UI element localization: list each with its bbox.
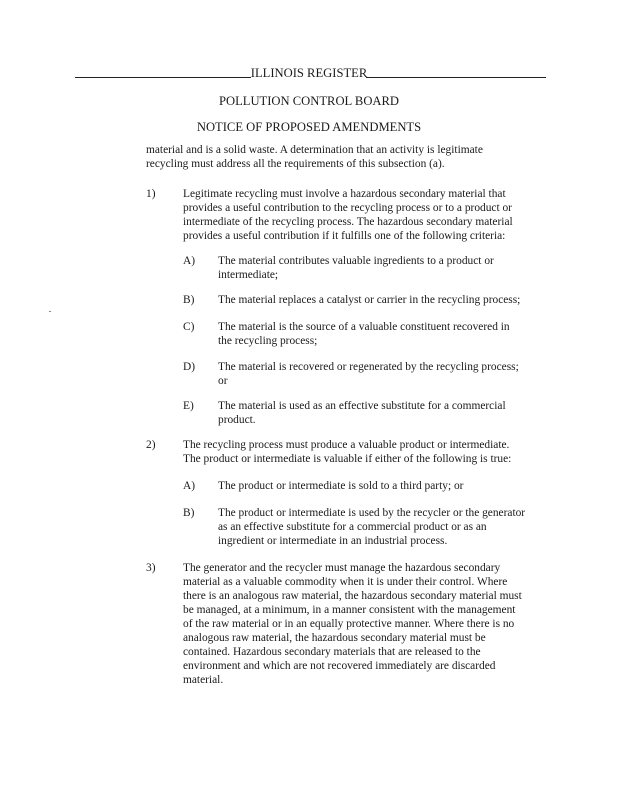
item-line: environment and which are not recovered immediately are discarded — [183, 660, 496, 672]
item-number: 2) — [146, 439, 156, 451]
item-line: The generator and the recycler must manage the hazardous secondary — [183, 562, 501, 574]
intro-line: material and is a solid waste. A determination that an activity is legitimate — [146, 144, 483, 156]
subitem-line: the recycling process; — [218, 335, 318, 347]
intro-paragraph — [146, 143, 483, 171]
item-line: intermediate of the recycling process. The hazardous secondary material — [183, 216, 513, 228]
subitem-letter: C) — [183, 321, 195, 333]
subitem-paragraph — [218, 479, 463, 493]
subitem-paragraph — [218, 254, 494, 282]
register-title: ILLINOIS REGISTER — [250, 66, 368, 80]
item-line: material as a valuable commodity when it is under their control. Where — [183, 576, 508, 588]
item-line: The recycling process must produce a valuable product or intermediate. — [183, 439, 510, 451]
intro-line: recycling must address all the requirements of this subsection (a). — [146, 158, 445, 170]
item-number: 3) — [146, 562, 156, 574]
subitem-letter: B) — [183, 507, 195, 519]
subitem-line: product. — [218, 414, 256, 426]
board-title: POLLUTION CONTROL BOARD — [218, 94, 400, 108]
subitem-letter: D) — [183, 361, 196, 373]
item-line: The product or intermediate is valuable if either of the following is true: — [183, 453, 512, 465]
subitem-paragraph — [218, 293, 520, 307]
notice-title: NOTICE OF PROPOSED AMENDMENTS — [196, 120, 422, 134]
subitem-line: The material is recovered or regenerated by the recycling process; — [218, 361, 519, 373]
item-number: 1) — [146, 188, 156, 200]
subitem-line: The material is the source of a valuable constituent recovered in — [218, 321, 510, 333]
subitem-letter: A) — [183, 255, 196, 267]
subitem-line: The product or intermediate is used by the recycler or the generator — [218, 507, 526, 519]
scan-speck — [49, 311, 51, 312]
item-paragraph — [183, 561, 522, 687]
item-line: provides a useful contribution if it fulfills one of the following criteria: — [183, 230, 506, 242]
item-line: material. — [183, 674, 224, 686]
subitem-line: The product or intermediate is sold to a third party; or — [218, 480, 464, 492]
item-line: there is an analogous raw material, the hazardous secondary material must — [183, 590, 522, 602]
item-line: Legitimate recycling must involve a hazardous secondary material that — [183, 188, 506, 200]
item-paragraph — [183, 438, 511, 466]
subitem-line: intermediate; — [218, 269, 279, 281]
subitem-line: ingredient or intermediate in an industrial process. — [218, 535, 448, 547]
item-line: contained. Hazardous secondary materials that are released to the — [183, 646, 481, 658]
subitem-letter: A) — [183, 480, 196, 492]
item-line: be managed, at a minimum, in a manner consistent with the management — [183, 604, 516, 616]
subitem-paragraph — [218, 399, 506, 427]
subitem-line: The material replaces a catalyst or carrier in the recycling process; — [218, 294, 521, 306]
subitem-letter: B) — [183, 294, 195, 306]
item-line: of the raw material or in an equally protective manner. Where there is no — [183, 618, 515, 630]
item-line: provides a useful contribution to the recycling process or to a product or — [183, 202, 512, 214]
subitem-line: as an effective substitute for a commercial product or as an — [218, 521, 487, 533]
item-paragraph — [183, 187, 513, 243]
item-line: analogous raw material, the hazardous secondary material must be — [183, 632, 486, 644]
subitem-paragraph — [218, 320, 510, 348]
subitem-paragraph — [218, 506, 525, 548]
subitem-line: The material contributes valuable ingredients to a product or — [218, 255, 494, 267]
subitem-line: or — [218, 375, 228, 387]
subitem-letter: E) — [183, 400, 194, 412]
subitem-paragraph — [218, 360, 519, 388]
subitem-line: The material is used as an effective substitute for a commercial — [218, 400, 506, 412]
